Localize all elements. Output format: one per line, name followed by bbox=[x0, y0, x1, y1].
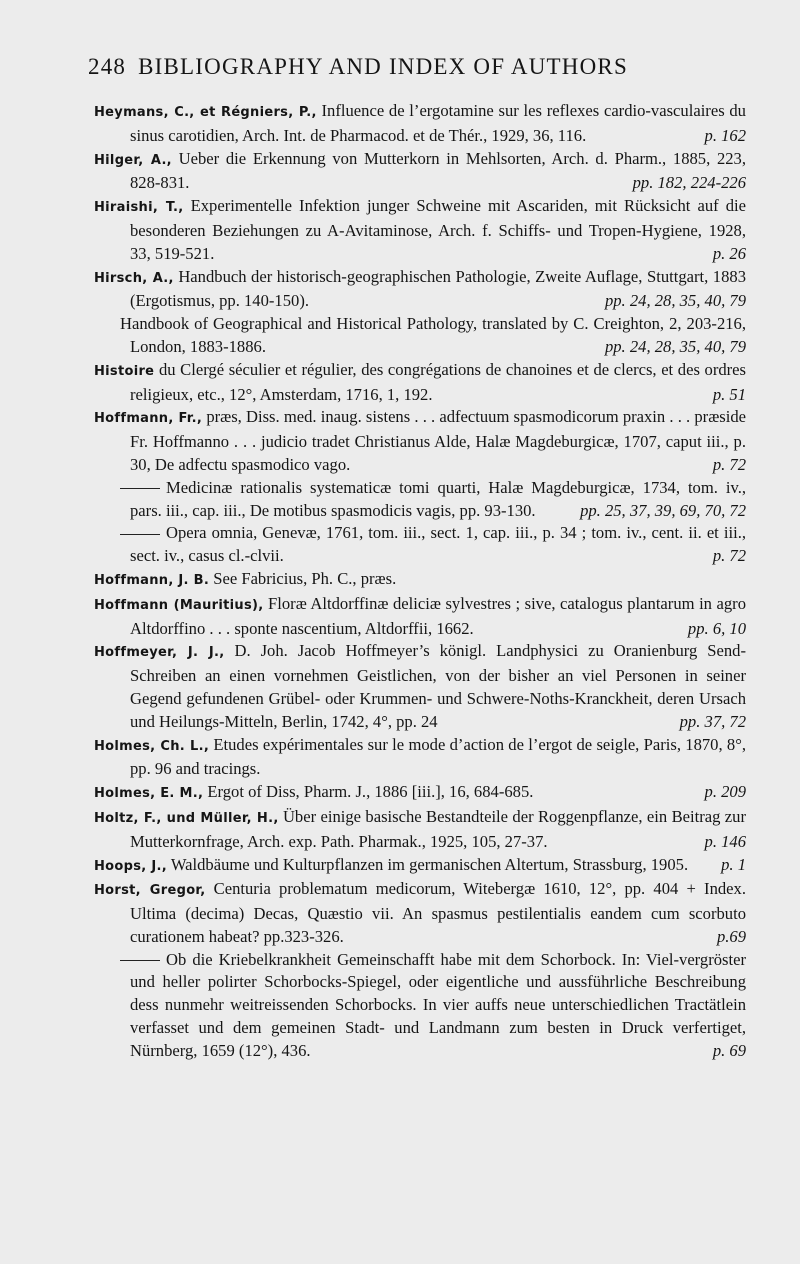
entry-author: Hoffmann, J. B. bbox=[94, 572, 210, 588]
bibliography-entry bbox=[94, 195, 746, 265]
entry-text: præs, Diss. med. inaug. sistens . . . adfectuum spasmodicorum praxin . . . præside Fr. Hoffmanno . . . judicio tradet Christianus Alde, Halæ Magdeburgicæ, 1707, caput iii., p. 30, De adfectu spasmodico vago. bbox=[130, 407, 746, 474]
page-title: BIBLIOGRAPHY AND INDEX OF AUTHORS bbox=[138, 54, 628, 79]
entry-text: D. Joh. Jacob Hoffmeyer’s königl. Landphysici zu Oranienburg Send-Schreiben an einen vornehmen Geistlichen, von der bisher an viel Personen in seiner Gegend gefundenen Grübel- oder Krummen- und Schwere-Noths-Kranckheit, deren Ursach und Heilungs-Mitteln, Berlin, 1742, 4°, pp. 24 bbox=[130, 641, 747, 731]
entry-author: Hiraishi, T., bbox=[94, 200, 184, 216]
entry-author: Hoops, J., bbox=[94, 858, 167, 874]
entry-page-ref: p. 146 bbox=[704, 831, 746, 851]
entry-author: Hirsch, A., bbox=[94, 270, 174, 286]
entry-page-ref: pp. 24, 28, 35, 40, 79 bbox=[604, 291, 746, 311]
entry-page-ref: p. 51 bbox=[712, 384, 746, 404]
entry-text: Opera omnia, Genevæ, 1761, tom. iii., sect. 1, cap. iii., p. 34 ; tom. iv., cent. ii. et iii., sect. iv., casus cl.-clvii. bbox=[130, 523, 746, 566]
page-number: 248 bbox=[88, 54, 127, 79]
entry-author: Hoffmann, Fr., bbox=[94, 411, 203, 427]
entry-text: Ob die Kriebelkrankheit Gemeinschafft habe mit dem Schorbock. In: Viel-vergröster und heller polirter Schorbocks-Spiegel, oder eigentliche und aussführliche Beschreibung dess nunmehr weitreissenden Schorbocks. In vier auffs neue unterschiedlichen Tractätlein verfasset und dem gemeinen Stadt- und Landmann zum besten in Druck verfertiget, Nürnberg, 1659 (12°), 436. bbox=[130, 949, 746, 1060]
entry-page-ref: p. 72 bbox=[712, 546, 746, 566]
bibliography-entry bbox=[94, 266, 746, 314]
entry-author: Holmes, E. M., bbox=[94, 786, 204, 802]
entry-author: Horst, Gregor, bbox=[94, 883, 206, 899]
entry-page-ref: p. 72 bbox=[712, 454, 746, 474]
entry-text: Ergot of Diss, Pharm. J., 1886 [iii.], 16, 684-685. bbox=[207, 782, 534, 802]
bibliography-list bbox=[94, 100, 746, 1063]
entry-text: Über einige basische Bestandteile der Roggenpflanze, ein Beitrag zur Mutterkornfrage, Arch. exp. Path. Pharmak., 1925, 105, 27-37. bbox=[130, 806, 746, 851]
entry-author: Hoffmann (Mauritius), bbox=[94, 597, 264, 613]
entry-text: Medicinæ rationalis systematicæ tomi quarti, Halæ Magdeburgicæ, 1734, tom. iv., pars. iii., cap. iii., De motibus spasmodicis vagis, pp. 93-130. bbox=[130, 477, 746, 520]
bibliography-entry bbox=[94, 313, 746, 359]
running-header bbox=[88, 54, 628, 80]
entry-text: Handbook of Geographical and Historical Pathology, translated by C. Creighton, 2, 203-216, London, 1883-1886. bbox=[120, 314, 746, 356]
entry-text: Influence de l’ergotamine sur les reflexes cardio-vasculaires du sinus carotidien, Arch. Int. de Pharmacod. et de Thér., 1929, 36, 116. bbox=[130, 101, 746, 145]
bibliography-entry bbox=[94, 854, 746, 879]
entry-page-ref: p. 1 bbox=[721, 854, 746, 874]
bibliography-entry bbox=[94, 522, 746, 568]
entry-author: Hoffmeyer, J. J., bbox=[94, 645, 225, 661]
entry-page-ref: pp. 24, 28, 35, 40, 79 bbox=[604, 336, 746, 356]
entry-author: Hilger, A., bbox=[94, 152, 172, 168]
bibliography-entry bbox=[94, 100, 746, 148]
entry-author: Holmes, Ch. L., bbox=[94, 738, 210, 754]
entry-author: Holtz, F., und Müller, H., bbox=[94, 810, 279, 826]
entry-page-ref: p. 69 bbox=[712, 1040, 746, 1060]
bibliography-entry bbox=[94, 477, 746, 523]
bibliography-entry bbox=[94, 734, 746, 782]
entry-text: du Clergé séculier et régulier, des congrégations de chanoines et de clercs, et des ordres religieux, etc., 12°, Amsterdam, 1716, 1, 192. bbox=[130, 359, 746, 404]
entry-text: See Fabricius, Ph. C., præs. bbox=[213, 568, 397, 588]
entry-page-ref: p. 209 bbox=[704, 782, 746, 802]
entry-text: Experimentelle Infektion junger Schweine mit Ascariden, mit Rücksicht auf die besonderen Beziehungen zu A-Avitaminose, Arch. f. Schiffs- und Tropen-Hygiene, 1928, 33, 519-521. bbox=[130, 196, 746, 263]
entry-page-ref: pp. 182, 224-226 bbox=[632, 173, 746, 193]
bibliography-entry bbox=[94, 878, 746, 948]
entry-text: Etudes expérimentales sur le mode d’action de l’ergot de seigle, Paris, 1870, 8°, pp. 96 and tracings. bbox=[130, 734, 746, 779]
bibliography-entry bbox=[94, 359, 746, 407]
ditto-dash bbox=[120, 534, 160, 535]
entry-text: Centuria problematum medicorum, Witebergæ 1610, 12°, pp. 404 + Index. Ultima (decima) Decas, Quæstio vii. An spasmus pestilentialis eandem cum scorbuto curationem habeat? pp.323-326. bbox=[130, 879, 746, 946]
entry-page-ref: pp. 6, 10 bbox=[687, 618, 746, 638]
entry-text: Floræ Altdorffinæ deliciæ sylvestres ; sive, catalogus plantarum in agro Altdorffino . . . sponte nascentium, Altdorffii, 1662. bbox=[130, 593, 747, 638]
bibliography-entry bbox=[94, 593, 746, 641]
entry-page-ref: p.69 bbox=[716, 926, 746, 946]
entry-author: Heymans, C., et Régniers, P., bbox=[94, 105, 317, 120]
bibliography-entry bbox=[94, 148, 746, 196]
bibliography-entry bbox=[94, 949, 746, 1063]
bibliography-entry bbox=[94, 406, 746, 476]
bibliography-entry bbox=[94, 568, 746, 593]
entry-text: Waldbäume und Kulturpflanzen im germanischen Altertum, Strassburg, 1905. bbox=[170, 854, 689, 874]
entry-page-ref: pp. 37, 72 bbox=[679, 711, 746, 731]
ditto-dash bbox=[120, 960, 160, 961]
entry-page-ref: pp. 25, 37, 39, 69, 70, 72 bbox=[580, 500, 746, 520]
entry-page-ref: p. 26 bbox=[712, 243, 746, 263]
bibliography-entry bbox=[94, 640, 746, 733]
entry-page-ref: p. 162 bbox=[704, 125, 746, 145]
ditto-dash bbox=[120, 488, 160, 489]
entry-author: Histoire bbox=[94, 363, 155, 379]
entry-text: Ueber die Erkennung von Mutterkorn in Mehlsorten, Arch. d. Pharm., 1885, 223, 828-831. bbox=[130, 148, 747, 193]
entry-text: Handbuch der historisch-geographischen Pathologie, Zweite Auflage, Stuttgart, 1883 (Ergotismus, pp. 140-150). bbox=[130, 266, 746, 311]
bibliography-entry bbox=[94, 806, 746, 854]
bibliography-entry bbox=[94, 781, 746, 806]
